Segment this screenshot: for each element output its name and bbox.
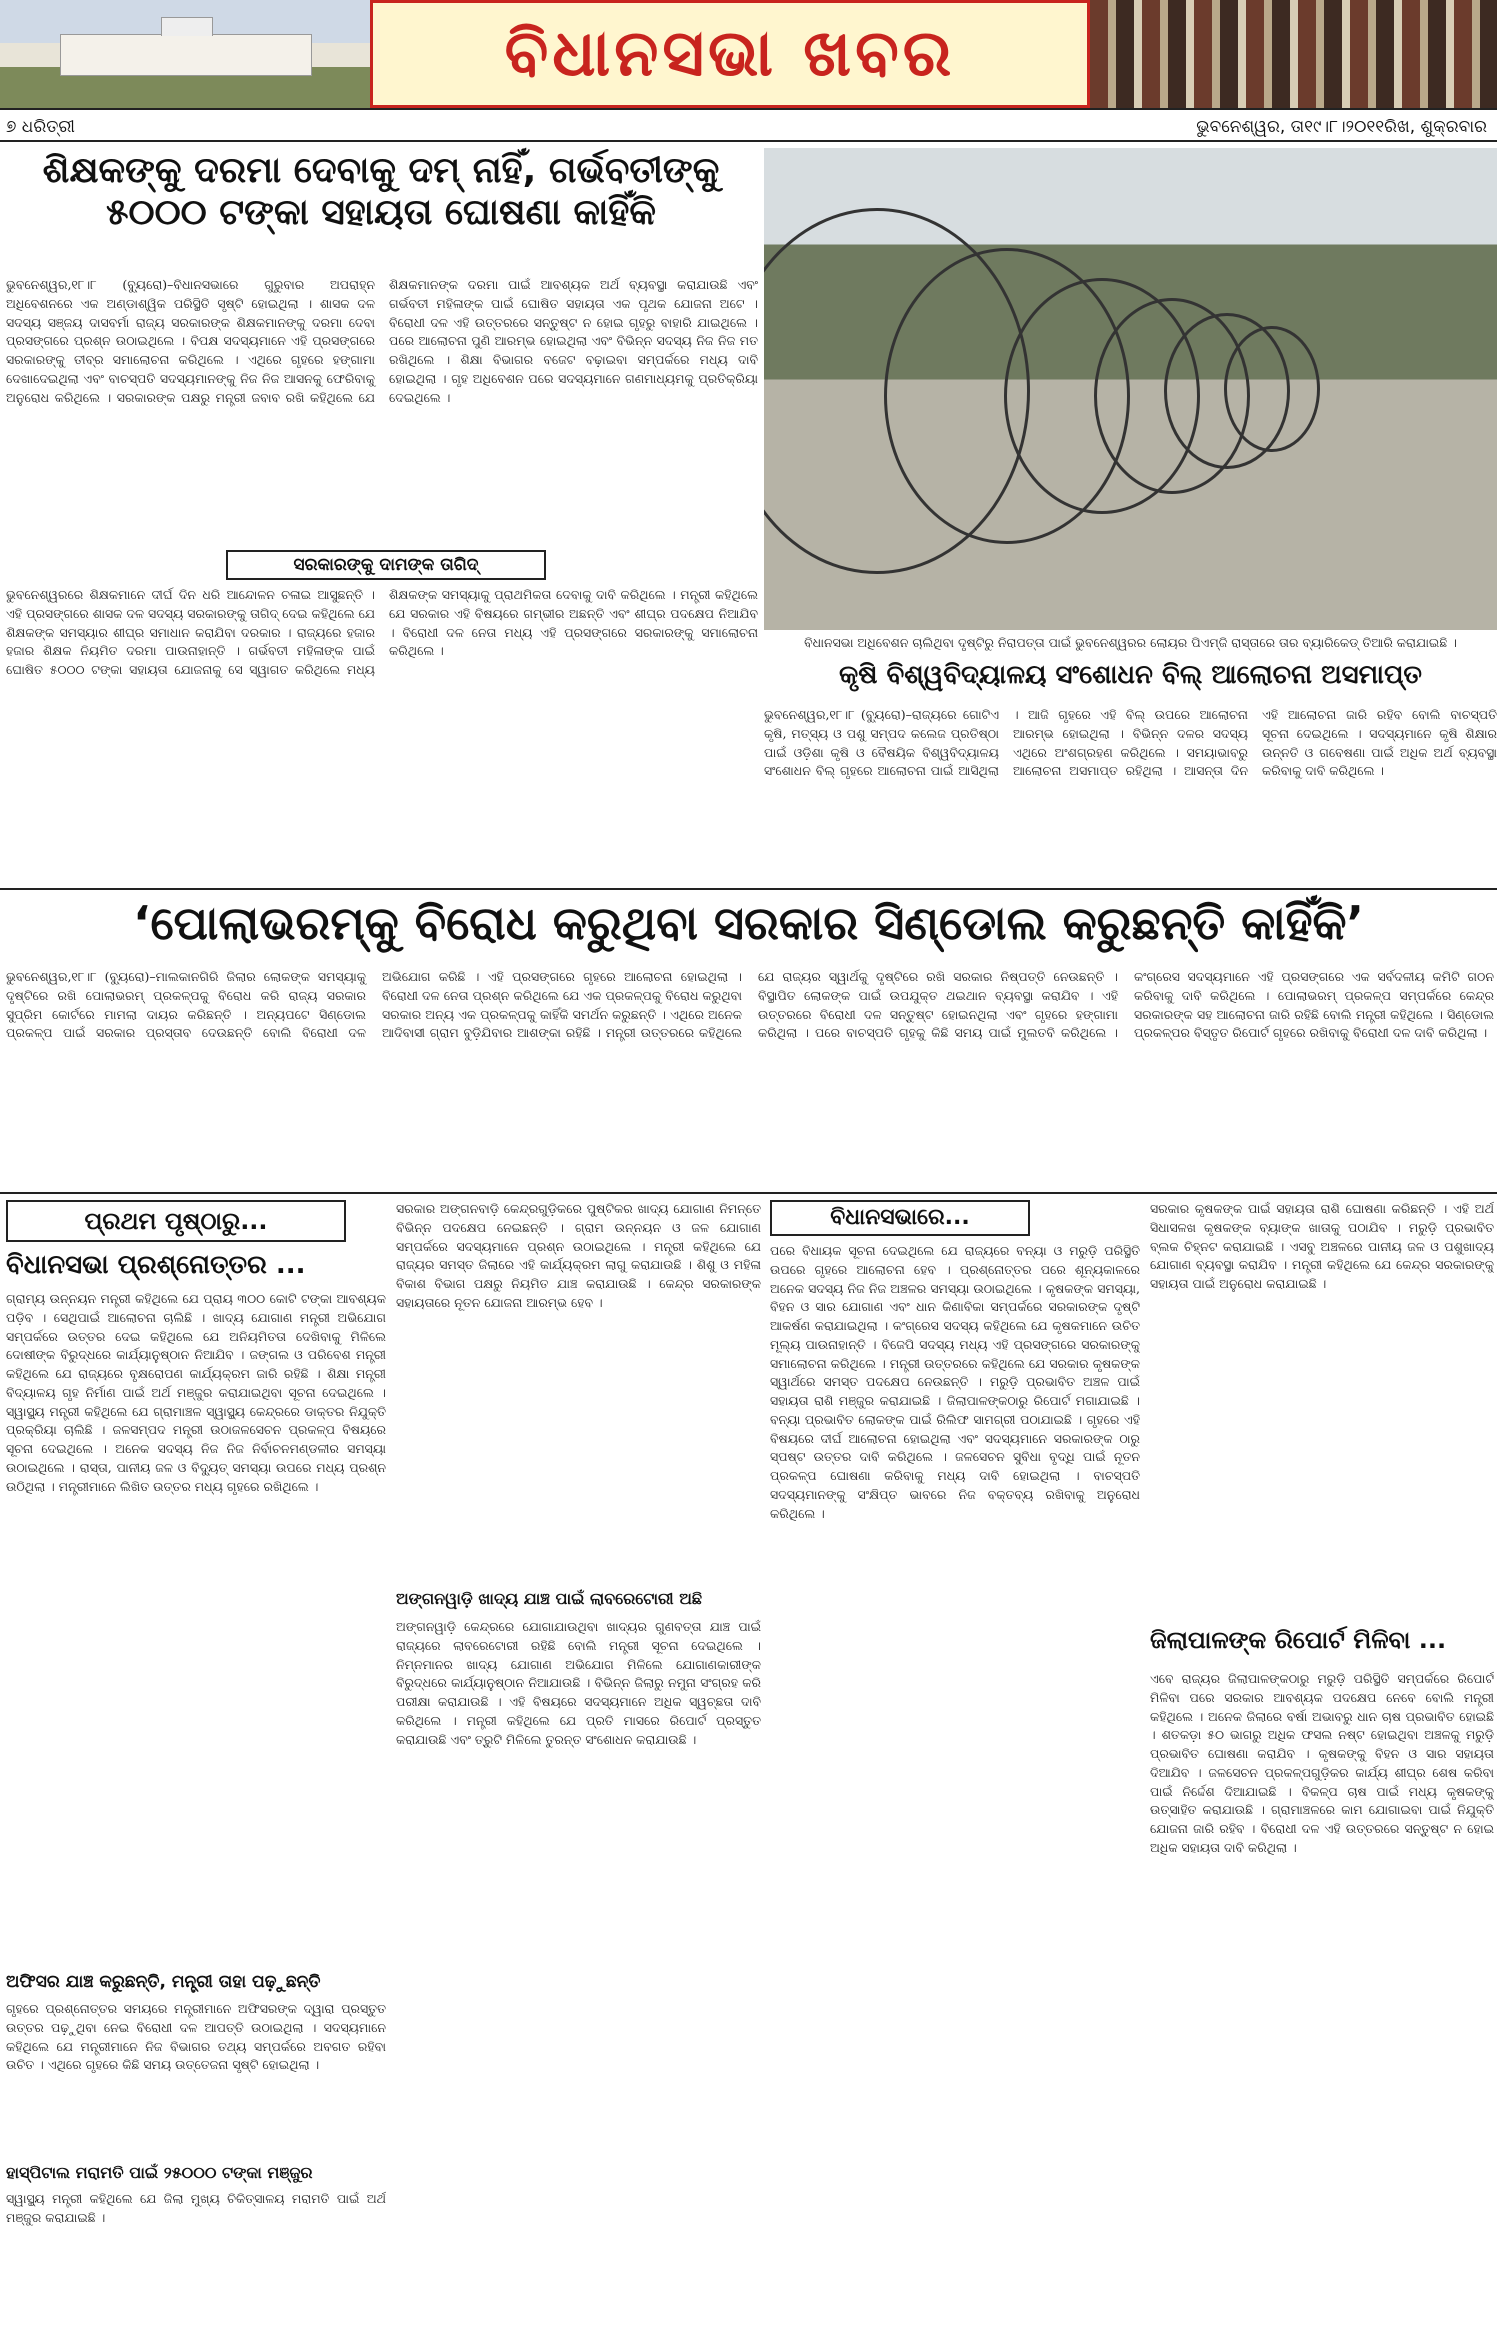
photo-caption: ବିଧାନସଭା ଅଧିବେଶନ ଚାଲିଥିବା ଦୃଷ୍ଟିରୁ ନିରାପତ୍ତା ପାଇଁ ଭୁବନେଶ୍ୱରର ଲୋୟର ପିଏମ୍‌ଜି ରାସ୍ତାରେ ତାର ବ୍ୟାରିକେଡ୍ ତିଆରି କରାଯାଇଛି । (804, 635, 1457, 650)
story3-headline: ‘ପୋଲାଭରମ୍‌କୁ ବିରୋଧ କରୁଥିବା ସରକାର ସିଣ୍ଡୋଲ କରୁଛନ୍ତି କାହିଁକି’ (133, 896, 1364, 950)
masthead-title: ବିଧାନସଭା ଖବର (370, 0, 1090, 108)
date-location: ଭୁବନେଶ୍ୱର, ତା୧୯।୮।୨୦୧୧ରିଖ, ଶୁକ୍ରବାର (1196, 117, 1487, 137)
story4c-headline: ହାସ୍‌ପିଟାଲ ମରାମତି ପାଇଁ ୨୫୦୦୦ ଟଙ୍କା ମଞ୍ଜୁର (6, 2163, 313, 2182)
story4c-body: ସ୍ୱାସ୍ଥ୍ୟ ମନ୍ତ୍ରୀ କହିଥିଲେ ଯେ ଜିଲା ମୁଖ୍ୟ ଚିକିତ୍ସାଳୟ ମରାମତି ପାଇଁ ଅର୍ଥ ମଞ୍ଜୁର କରାଯାଇଛି । (6, 2191, 386, 2225)
story6-body: ପରେ ବିଧାୟକ ସୂଚନା ଦେଇଥିଲେ ଯେ ରାଜ୍ୟରେ ବନ୍ୟା ଓ ମରୁଡ଼ି ପରିସ୍ଥିତି ଉପରେ ଗୃହରେ ଆଲୋଚନା ହେବ । ପ୍ରଶ୍ନୋତ୍ତର ପରେ ଶୂନ୍ୟକାଳରେ ଅନେକ ସଦସ୍ୟ ନିଜ ନିଜ ଅଞ୍ଚଳର ସମସ୍ୟା ଉଠାଇଥିଲେ । କୃଷକଙ୍କ ସମସ୍ୟା, ବିହନ ଓ ସାର ଯୋଗାଣ ଏବଂ ଧାନ କିଣାବିକା ସମ୍ପର୍କରେ ସରକାରଙ୍କ ଦୃଷ୍ଟି ଆକର୍ଷଣ କରାଯାଇଥିଲା । କଂଗ୍ରେସ ସଦସ୍ୟ କହିଥିଲେ ଯେ କୃଷକମାନେ ଉଚିତ ମୂଲ୍ୟ ପାଉନାହାନ୍ତି । ବିଜେପି ସଦସ୍ୟ ମଧ୍ୟ ଏହି ପ୍ରସଙ୍ଗରେ ସରକାରଙ୍କୁ ସମାଲୋଚନା କରିଥିଲେ । ମନ୍ତ୍ରୀ ଉତ୍ତରରେ କହିଥିଲେ ଯେ ସରକାର କୃଷକଙ୍କ ସ୍ୱାର୍ଥରେ ସମସ୍ତ ପଦକ୍ଷେପ ନେଉଛନ୍ତି । ମରୁଡ଼ି ପ୍ରଭାବିତ ଅଞ୍ଚଳ ପାଇଁ ସହାୟତା ରାଶି ମଞ୍ଜୁର କରାଯାଇଛି । ଜିଲାପାଳଙ୍କଠାରୁ ରିପୋର୍ଟ ମଗାଯାଇଛି । ବନ୍ୟା ପ୍ରଭାବିତ ଲୋକଙ୍କ ପାଇଁ ରିଲିଫ ସାମଗ୍ରୀ ପଠାଯାଇଛି । ଗୃହରେ ଏହି ବିଷୟରେ ଦୀର୍ଘ ଆଲୋଚନା ହୋଇଥିଲା ଏବଂ ସଦସ୍ୟମାନେ ସରକାରଙ୍କ ଠାରୁ ସ୍ପଷ୍ଟ ଉତ୍ତର ଦାବି କରିଥିଲେ । ଜଳସେଚନ ସୁବିଧା ବୃଦ୍ଧି ପାଇଁ ନୂତନ ପ୍ରକଳ୍ପ ଘୋଷଣା କରିବାକୁ ମଧ୍ୟ ଦାବି ହୋଇଥିଲା । ବାଚସ୍ପତି ସଦସ୍ୟମାନଙ୍କୁ ସଂକ୍ଷିପ୍ତ ଭାବରେ ନିଜ ବକ୍ତବ୍ୟ ରଖିବାକୁ ଅନୁରୋଧ କରିଥିଲେ । (770, 1243, 1140, 1521)
story2-body: ଭୁବନେଶ୍ୱର,୧୮।୮ (ବ୍ୟୁରୋ)–ରାଜ୍ୟରେ ଗୋଟିଏ କୃଷି, ମତ୍ସ୍ୟ ଓ ପଶୁ ସମ୍ପଦ କଲେଜ ପ୍ରତିଷ୍ଠା ପାଇଁ ଓଡ଼ିଶା କୃଷି ଓ ବୈଷୟିକ ବିଶ୍ୱବିଦ୍ୟାଳୟ ସଂଶୋଧନ ବିଲ୍ ଗୃହରେ ଆଲୋଚନା ପାଇଁ ଆସିଥିଲା । ଆଜି ଗୃହରେ ଏହି ବିଲ୍ ଉପରେ ଆଲୋଚନା ଆରମ୍ଭ ହୋଇଥିଲା । ବିଭିନ୍ନ ଦଳର ସଦସ୍ୟ ଏଥିରେ ଅଂଶଗ୍ରହଣ କରିଥିଲେ । ସମୟାଭାବରୁ ଆଲୋଚନା ଅସମାପ୍ତ ରହିଥିଲା । ଆସନ୍ତା ଦିନ ଏହି ଆଲୋଚନା ଜାରି ରହିବ ବୋଲି ବାଚସ୍ପତି ସୂଚନା ଦେଇଥିଲେ । ସଦସ୍ୟମାନେ କୃଷି ଶିକ୍ଷାର ଉନ୍ନତି ଓ ଗବେଷଣା ପାଇଁ ଅଧିକ ଅର୍ଥ ବ୍ୟବସ୍ଥା କରିବାକୁ ଦାବି କରିଥିଲେ । (764, 707, 1497, 779)
story4b-headline: ଅଫିସର ଯାଞ୍ଚ କରୁଛନ୍ତି, ମନ୍ତ୍ରୀ ତାହା ପଢ଼ୁଛନ୍ତି (6, 1972, 321, 1992)
story5-body2: ଅଙ୍ଗନୱାଡ଼ି କେନ୍ଦ୍ରରେ ଯୋଗାଯାଉଥିବା ଖାଦ୍ୟର ଗୁଣବତ୍ତା ଯାଞ୍ଚ ପାଇଁ ରାଜ୍ୟରେ ଲାବରେଟୋରୀ ରହିଛି ବୋଲି ମନ୍ତ୍ରୀ ସୂଚନା ଦେଇଥିଲେ । ନିମ୍ନମାନର ଖାଦ୍ୟ ଯୋଗାଣ ଅଭିଯୋଗ ମିଳିଲେ ଯୋଗାଣକାରୀଙ୍କ ବିରୁଦ୍ଧରେ କାର୍ଯ୍ୟାନୁଷ୍ଠାନ ନିଆଯାଉଛି । ବିଭିନ୍ନ ଜିଲାରୁ ନମୁନା ସଂଗ୍ରହ କରି ପରୀକ୍ଷା କରାଯାଉଛି । ଏହି ବିଷୟରେ ସଦସ୍ୟମାନେ ଅଧିକ ସ୍ୱଚ୍ଛତା ଦାବି କରିଥିଲେ । ମନ୍ତ୍ରୀ କହିଥିଲେ ଯେ ପ୍ରତି ମାସରେ ରିପୋର୍ଟ ପ୍ରସ୍ତୁତ କରାଯାଉଛି ଏବଂ ତ୍ରୁଟି ମିଳିଲେ ତୁରନ୍ତ ସଂଶୋଧନ କରାଯାଉଛି । (396, 1619, 761, 1747)
front-page-continued-box: ପ୍ରଥମ ପୃଷ୍ଠାରୁ... (6, 1200, 346, 1242)
story7-body2: ଏବେ ରାଜ୍ୟର ଜିଲାପାଳଙ୍କଠାରୁ ମରୁଡ଼ି ପରିସ୍ଥିତି ସମ୍ପର୍କରେ ରିପୋର୍ଟ ମିଳିବା ପରେ ସରକାର ଆବଶ୍ୟକ ପଦକ୍ଷେପ ନେବେ ବୋଲି ମନ୍ତ୍ରୀ କହିଥିଲେ । ଅନେକ ଜିଲାରେ ବର୍ଷା ଅଭାବରୁ ଧାନ ଚାଷ ପ୍ରଭାବିତ ହୋଇଛି । ଶତକଡ଼ା ୫୦ ଭାଗରୁ ଅଧିକ ଫସଲ ନଷ୍ଟ ହୋଇଥିବା ଅଞ୍ଚଳକୁ ମରୁଡ଼ି ପ୍ରଭାବିତ ଘୋଷଣା କରାଯିବ । କୃଷକଙ୍କୁ ବିହନ ଓ ସାର ସହାୟତା ଦିଆଯିବ । ଜଳସେଚନ ପ୍ରକଳ୍ପଗୁଡ଼ିକର କାର୍ଯ୍ୟ ଶୀଘ୍ର ଶେଷ କରିବା ପାଇଁ ନିର୍ଦ୍ଦେଶ ଦିଆଯାଇଛି । ବିକଳ୍ପ ଚାଷ ପାଇଁ ମଧ୍ୟ କୃଷକଙ୍କୁ ଉତ୍ସାହିତ କରାଯାଉଛି । ଗ୍ରାମାଞ୍ଚଳରେ କାମ ଯୋଗାଇବା ପାଇଁ ନିଯୁକ୍ତି ଯୋଜନା ଜାରି ରହିବ । ବିରୋଧୀ ଦଳ ଏହି ଉତ୍ତରରେ ସନ୍ତୁଷ୍ଟ ନ ହୋଇ ଅଧିକ ସହାୟତା ଦାବି କରିଥିଲା । (1150, 1671, 1494, 1855)
story5-headline: ଅଙ୍ଗନୱାଡ଼ି ଖାଦ୍ୟ ଯାଞ୍ଚ ପାଇଁ ଲାବରେଟୋରୀ ଅଛି (396, 1589, 702, 1608)
assembly-hall-photo (1090, 0, 1497, 108)
story4-headline: ବିଧାନସଭା ପ୍ରଶ୍ନୋତ୍ତର ... (6, 1250, 306, 1280)
story4b-body: ଗୃହରେ ପ୍ରଶ୍ନୋତ୍ତର ସମୟରେ ମନ୍ତ୍ରୀମାନେ ଅଫିସରଙ୍କ ଦ୍ୱାରା ପ୍ରସ୍ତୁତ ଉତ୍ତର ପଢ଼ୁଥିବା ନେଇ ବିରୋଧୀ ଦଳ ଆପତ୍ତି ଉଠାଇଥିଲା । ସଦସ୍ୟମାନେ କହିଥିଲେ ଯେ ମନ୍ତ୍ରୀମାନେ ନିଜ ବିଭାଗର ତଥ୍ୟ ସମ୍ପର୍କରେ ଅବଗତ ରହିବା ଉଚିତ । ଏଥିରେ ଗୃହରେ କିଛି ସମୟ ଉତ୍ତେଜନା ସୃଷ୍ଟି ହୋଇଥିଲା । (6, 2001, 386, 2073)
story7-headline: ଜିଲାପାଳଙ୍କ ରିପୋର୍ଟ ମିଳିବା ... (1150, 1626, 1447, 1654)
assembly-building-photo (0, 0, 370, 108)
divider (0, 1192, 1497, 1194)
dateline (0, 112, 1497, 142)
story1-subbox: ସରକାରଙ୍କୁ ଦାମଙ୍କ ତାଗିଦ୍ (226, 550, 546, 580)
divider (0, 888, 1497, 890)
page-number: ୭ ଧରିତ୍ରୀ (6, 117, 75, 137)
story4-body: ଗ୍ରାମ୍ୟ ଉନ୍ନୟନ ମନ୍ତ୍ରୀ କହିଥିଲେ ଯେ ପ୍ରାୟ ୩୦୦ କୋଟି ଟଙ୍କା ଆବଶ୍ୟକ ପଡ଼ିବ । ସେଥିପାଇଁ ଆଲୋଚନା ଚାଲିଛି । ଖାଦ୍ୟ ଯୋଗାଣ ମନ୍ତ୍ରୀ ଅଭିଯୋଗ ସମ୍ପର୍କରେ ଉତ୍ତର ଦେଇ କହିଥିଲେ ଯେ ଅନିୟମିତତା ଦେଖିବାକୁ ମିଳିଲେ ଦୋଷୀଙ୍କ ବିରୁଦ୍ଧରେ କାର୍ଯ୍ୟାନୁଷ୍ଠାନ ନିଆଯିବ । ଜଙ୍ଗଲ ଓ ପରିବେଶ ମନ୍ତ୍ରୀ କହିଥିଲେ ଯେ ରାଜ୍ୟରେ ବୃକ୍ଷରୋପଣ କାର୍ଯ୍ୟକ୍ରମ ଜାରି ରହିଛି । ଶିକ୍ଷା ମନ୍ତ୍ରୀ ବିଦ୍ୟାଳୟ ଗୃହ ନିର୍ମାଣ ପାଇଁ ଅର୍ଥ ମଞ୍ଜୁର କରାଯାଇଥିବା ସୂଚନା ଦେଇଥିଲେ । ସ୍ୱାସ୍ଥ୍ୟ ମନ୍ତ୍ରୀ କହିଥିଲେ ଯେ ଗ୍ରାମାଞ୍ଚଳ ସ୍ୱାସ୍ଥ୍ୟ କେନ୍ଦ୍ରରେ ଡାକ୍ତର ନିଯୁକ୍ତି ପ୍ରକ୍ରିୟା ଚାଲିଛି । ଜଳସମ୍ପଦ ମନ୍ତ୍ରୀ ଉଠାଜଳସେଚନ ପ୍ରକଳ୍ପ ବିଷୟରେ ସୂଚନା ଦେଇଥିଲେ । ଅନେକ ସଦସ୍ୟ ନିଜ ନିଜ ନିର୍ବାଚନମଣ୍ଡଳୀର ସମସ୍ୟା ଉଠାଇଥିଲେ । ରାସ୍ତା, ପାନୀୟ ଜଳ ଓ ବିଦ୍ୟୁତ୍ ସମସ୍ୟା ଉପରେ ମଧ୍ୟ ପ୍ରଶ୍ନ ଉଠିଥିଲା । ମନ୍ତ୍ରୀମାନେ ଲିଖିତ ଉତ୍ତର ମଧ୍ୟ ଗୃହରେ ରଖିଥିଲେ । (6, 1291, 386, 1494)
story1-body-continued: ଭୁବନେଶ୍ୱରରେ ଶିକ୍ଷକମାନେ ଦୀର୍ଘ ଦିନ ଧରି ଆନ୍ଦୋଳନ ଚଳାଇ ଆସୁଛନ୍ତି । ଏହି ପ୍ରସଙ୍ଗରେ ଶାସକ ଦଳ ସଦସ୍ୟ ସରକାରଙ୍କୁ ତାଗିଦ୍ ଦେଇ କହିଥିଲେ ଯେ ଶିକ୍ଷକଙ୍କ ସମସ୍ୟାର ଶୀଘ୍ର ସମାଧାନ କରାଯିବା ଦରକାର । ରାଜ୍ୟରେ ହଜାର ହଜାର ଶିକ୍ଷକ ନିୟମିତ ଦରମା ପାଉନାହାନ୍ତି । ଗର୍ଭବତୀ ମହିଳାଙ୍କ ପାଇଁ ଘୋଷିତ ୫୦୦୦ ଟଙ୍କା ସହାୟତା ଯୋଜନାକୁ ସେ ସ୍ୱାଗତ କରିଥିଲେ ମଧ୍ୟ ଶିକ୍ଷକଙ୍କ ସମସ୍ୟାକୁ ପ୍ରାଥମିକତା ଦେବାକୁ ଦାବି କରିଥିଲେ । ମନ୍ତ୍ରୀ କହିଥିଲେ ଯେ ସରକାର ଏହି ବିଷୟରେ ଗମ୍ଭୀର ଅଛନ୍ତି ଏବଂ ଶୀଘ୍ର ପଦକ୍ଷେପ ନିଆଯିବ । ବିରୋଧୀ ଦଳ ନେତା ମଧ୍ୟ ଏହି ପ୍ରସଙ୍ଗରେ ସରକାରଙ୍କୁ ସମାଲୋଚନା କରିଥିଲେ । (6, 587, 758, 677)
story5-body: ସରକାର ଅଙ୍ଗନବାଡ଼ି କେନ୍ଦ୍ରଗୁଡ଼ିକରେ ପୁଷ୍ଟିକର ଖାଦ୍ୟ ଯୋଗାଣ ନିମନ୍ତେ ବିଭିନ୍ନ ପଦକ୍ଷେପ ନେଇଛନ୍ତି । ଗ୍ରାମ ଉନ୍ନୟନ ଓ ଜଳ ଯୋଗାଣ ସମ୍ପର୍କରେ ସଦସ୍ୟମାନେ ପ୍ରଶ୍ନ ଉଠାଇଥିଲେ । ମନ୍ତ୍ରୀ କହିଥିଲେ ଯେ ରାଜ୍ୟର ସମସ୍ତ ଜିଲାରେ ଏହି କାର୍ଯ୍ୟକ୍ରମ ଲାଗୁ କରାଯାଉଛି । ଶିଶୁ ଓ ମହିଳା ବିକାଶ ବିଭାଗ ପକ୍ଷରୁ ନିୟମିତ ଯାଞ୍ଚ କରାଯାଉଛି । କେନ୍ଦ୍ର ସରକାରଙ୍କ ସହାୟତାରେ ନୂତନ ଯୋଜନା ଆରମ୍ଭ ହେବ । (396, 1201, 761, 1310)
vidhansabha-box: ବିଧାନସଭାରେ... (770, 1200, 1030, 1236)
barbed-wire-photo (764, 148, 1497, 630)
story1-body: ଭୁବନେଶ୍ୱର,୧୮।୮ (ବ୍ୟୁରୋ)–ବିଧାନସଭାରେ ଗୁରୁବାର ଅପରାହ୍ନ ଅଧିବେଶନରେ ଏକ ଅଣ୍ଡାଶ୍ୱିକ ପରିସ୍ଥିତି ସୃଷ୍ଟି ହୋଇଥିଲା । ଶାସକ ଦଳ ସଦସ୍ୟ ସଞ୍ଜୟ ଦାସବର୍ମା ରାଜ୍ୟ ସରକାରଙ୍କ ଶିକ୍ଷକମାନଙ୍କୁ ଦରମା ଦେବା ପ୍ରସଙ୍ଗରେ ପ୍ରଶ୍ନ ଉଠାଇଥିଲେ । ବିପକ୍ଷ ସଦସ୍ୟମାନେ ଏହି ପ୍ରସଙ୍ଗରେ ସରକାରଙ୍କୁ ତୀବ୍ର ସମାଲୋଚନା କରିଥିଲେ । ଏଥିରେ ଗୃହରେ ହଙ୍ଗାମା ଦେଖାଦେଇଥିଲା ଏବଂ ବାଚସ୍ପତି ସଦସ୍ୟମାନଙ୍କୁ ନିଜ ନିଜ ଆସନକୁ ଫେରିବାକୁ ଅନୁରୋଧ କରିଥିଲେ । ସରକାରଙ୍କ ପକ୍ଷରୁ ମନ୍ତ୍ରୀ ଜବାବ ରଖି କହିଥିଲେ ଯେ ଶିକ୍ଷକମାନଙ୍କ ଦରମା ପାଇଁ ଆବଶ୍ୟକ ଅର୍ଥ ବ୍ୟବସ୍ଥା କରାଯାଉଛି ଏବଂ ଗର୍ଭବତୀ ମହିଳାଙ୍କ ପାଇଁ ଘୋଷିତ ସହାୟତା ଏକ ପୃଥକ ଯୋଜନା ଅଟେ । ବିରୋଧୀ ଦଳ ଏହି ଉତ୍ତରରେ ସନ୍ତୁଷ୍ଟ ନ ହୋଇ ଗୃହରୁ ବାହାରି ଯାଇଥିଲେ । ପରେ ଆଲୋଚନା ପୁଣି ଆରମ୍ଭ ହୋଇଥିଲା ଏବଂ ବିଭିନ୍ନ ସଦସ୍ୟ ନିଜ ନିଜ ମତ ରଖିଥିଲେ । ଶିକ୍ଷା ବିଭାଗର ବଜେଟ ବଢ଼ାଇବା ସମ୍ପର୍କରେ ମଧ୍ୟ ଦାବି ହୋଇଥିଲା । ଗୃହ ଅଧିବେଶନ ପରେ ସଦସ୍ୟମାନେ ଗଣମାଧ୍ୟମକୁ ପ୍ରତିକ୍ରିୟା ଦେଇଥିଲେ । (6, 277, 758, 405)
story7-body: ସରକାର କୃଷକଙ୍କ ପାଇଁ ସହାୟତା ରାଶି ଘୋଷଣା କରିଛନ୍ତି । ଏହି ଅର୍ଥ ସିଧାସଳଖ କୃଷକଙ୍କ ବ୍ୟାଙ୍କ ଖାତାକୁ ପଠାଯିବ । ମରୁଡ଼ି ପ୍ରଭାବିତ ବ୍ଲକ ଚିହ୍ନଟ କରାଯାଇଛି । ଏସବୁ ଅଞ୍ଚଳରେ ପାନୀୟ ଜଳ ଓ ପଶୁଖାଦ୍ୟ ଯୋଗାଣ ବ୍ୟବସ୍ଥା କରାଯିବ । ମନ୍ତ୍ରୀ କହିଥିଲେ ଯେ କେନ୍ଦ୍ର ସରକାରଙ୍କୁ ସହାୟତା ପାଇଁ ଅନୁରୋଧ କରାଯାଇଛି । (1150, 1201, 1494, 1291)
story3-body: ଭୁବନେଶ୍ୱର,୧୮।୮ (ବ୍ୟୁରୋ)–ମାଲକାନଗିରି ଜିଲାର ଲୋକଙ୍କ ସମସ୍ୟାକୁ ଦୃଷ୍ଟିରେ ରଖି ପୋଲାଭରମ୍ ପ୍ରକଳ୍ପକୁ ବିରୋଧ କରି ରାଜ୍ୟ ସରକାର ସୁପ୍ରିମ କୋର୍ଟରେ ମାମଲା ଦାୟର କରିଛନ୍ତି । ଅନ୍ୟପଟେ ସିଣ୍ଡୋଲ ପ୍ରକଳ୍ପ ପାଇଁ ସରକାର ପ୍ରସ୍ତାବ ଦେଉଛନ୍ତି ବୋଲି ବିରୋଧୀ ଦଳ ଅଭିଯୋଗ କରିଛି । ଏହି ପ୍ରସଙ୍ଗରେ ଗୃହରେ ଆଲୋଚନା ହୋଇଥିଲା । ବିରୋଧୀ ଦଳ ନେତା ପ୍ରଶ୍ନ କରିଥିଲେ ଯେ ଏକ ପ୍ରକଳ୍ପକୁ ବିରୋଧ କରୁଥିବା ସରକାର ଅନ୍ୟ ଏକ ପ୍ରକଳ୍ପକୁ କାହିଁକି ସମର୍ଥନ କରୁଛନ୍ତି । ଏଥିରେ ଅନେକ ଆଦିବାସୀ ଗ୍ରାମ ବୁଡ଼ିଯିବାର ଆଶଙ୍କା ରହିଛି । ମନ୍ତ୍ରୀ ଉତ୍ତରରେ କହିଥିଲେ ଯେ ରାଜ୍ୟର ସ୍ୱାର୍ଥକୁ ଦୃଷ୍ଟିରେ ରଖି ସରକାର ନିଷ୍ପତ୍ତି ନେଉଛନ୍ତି । ବିସ୍ଥାପିତ ଲୋକଙ୍କ ପାଇଁ ଉପଯୁକ୍ତ ଥଇଥାନ ବ୍ୟବସ୍ଥା କରାଯିବ । ଏହି ଉତ୍ତରରେ ବିରୋଧୀ ଦଳ ସନ୍ତୁଷ୍ଟ ହୋଇନଥିଲା ଏବଂ ଗୃହରେ ହଙ୍ଗାମା କରିଥିଲା । ପରେ ବାଚସ୍ପତି ଗୃହକୁ କିଛି ସମୟ ପାଇଁ ମୁଲତବି କରିଥିଲେ । କଂଗ୍ରେସ ସଦସ୍ୟମାନେ ଏହି ପ୍ରସଙ୍ଗରେ ଏକ ସର୍ବଦଳୀୟ କମିଟି ଗଠନ କରିବାକୁ ଦାବି କରିଥିଲେ । ପୋଲାଭରମ୍ ପ୍ରକଳ୍ପ ସମ୍ପର୍କରେ କେନ୍ଦ୍ର ସରକାରଙ୍କ ସହ ଆଲୋଚନା ଜାରି ରହିଛି ବୋଲି ମନ୍ତ୍ରୀ କହିଥିଲେ । ସିଣ୍ଡୋଲ ପ୍ରକଳ୍ପର ବିସ୍ତୃତ ରିପୋର୍ଟ ଗୃହରେ ରଖିବାକୁ ବିରୋଧୀ ଦଳ ଦାବି କରିଥିଲା । (6, 969, 1494, 1041)
masthead (0, 0, 1497, 110)
story1-headline: ଶିକ୍ଷକଙ୍କୁ ଦରମା ଦେବାକୁ ଦମ୍ ନାହିଁ, ଗର୍ଭବତୀଙ୍କୁ ୫୦୦୦ ଟଙ୍କା ସହାୟତା ଘୋଷଣା କାହିଁକି (42, 150, 720, 234)
story2-headline: କୃଷି ବିଶ୍ୱବିଦ୍ୟାଳୟ ସଂଶୋଧନ ବିଲ୍ ଆଲୋଚନା ଅସମାପ୍ତ (839, 660, 1422, 690)
